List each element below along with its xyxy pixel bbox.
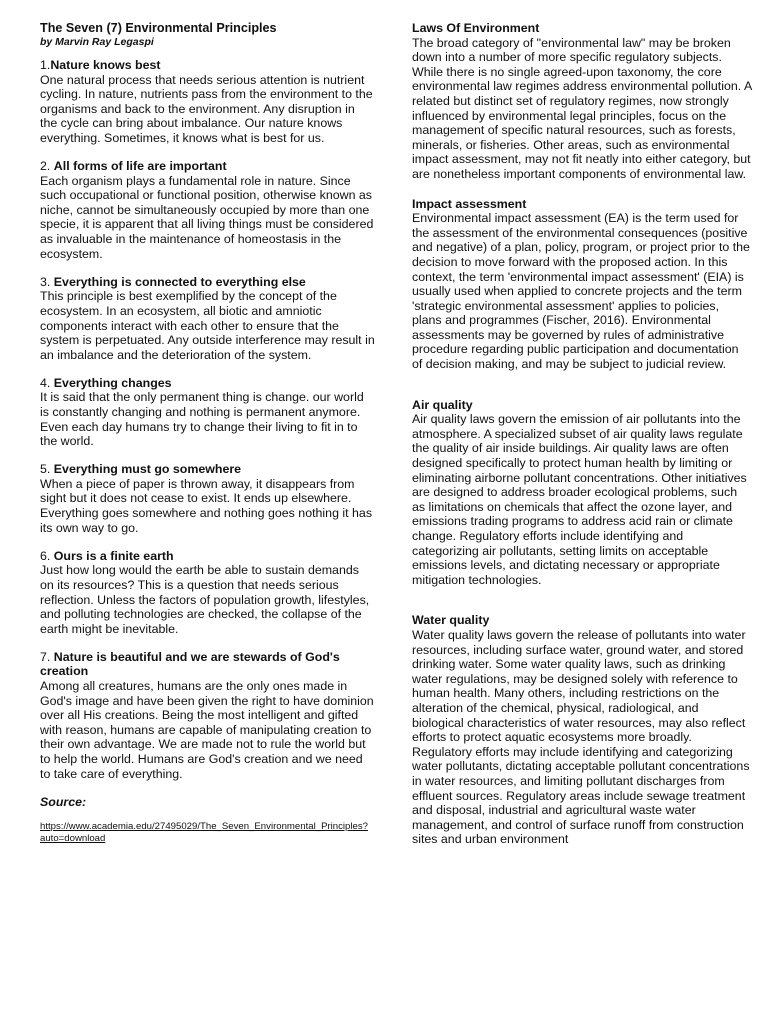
principle-title: Everything changes	[53, 375, 172, 390]
principle-heading	[40, 650, 375, 679]
section-water-quality	[412, 613, 752, 847]
principle-body: One natural process that needs serious attention is nutrient cycling. In nature, nutrients pass from the environment to the organisms and back to the environment. Any disruption in the cycle can bring about imbalance. Our nature knows everything. Sometimes, it knows what is best for us.	[40, 72, 373, 145]
section-heading: Air quality	[412, 397, 473, 412]
principle-5	[40, 462, 375, 535]
principle-3	[40, 275, 375, 363]
section-heading: Water quality	[412, 613, 490, 628]
principle-heading	[40, 462, 375, 477]
principle-number: 6.	[40, 548, 51, 563]
section-body: Environmental impact assessment (EA) is the term used for the assessment of the environmental consequences (positive and negative) of a plan, policy, program, or project prior to the decision to move forward with the proposed action. In this context, the term 'environmental impact assessment' (EIA) is usually used when applied to concrete projects and the term 'strategic environmental assessment' applies to policies, plans and programmes (Fischer, 2016). Environmental assessments may be governed by rules of administrative procedure regarding public participation and documentation of decision making, and may be subject to judicial review.	[412, 211, 750, 372]
principle-number: 4.	[40, 375, 51, 390]
principle-1	[40, 58, 375, 146]
section-body: The broad category of "environmental law" may be broken down into a number of more specific regulatory subjects. While there is no single agreed-upon taxonomy, the core environmental law regimes address environmental pollution. A related but distinct set of regulatory regimes, now strongly influenced by environmental legal principles, focus on the management of specific natural resources, such as forests, minerals, or fisheries. Other areas, such as environmental impact assessment, may not fit neatly into either category, but are nonetheless important components of environmental law.	[412, 35, 752, 181]
principle-number: 1.	[40, 58, 51, 72]
principle-heading	[40, 58, 375, 73]
principle-number: 3.	[40, 274, 51, 289]
principle-title: Nature is beautiful and we are stewards of God's creation	[40, 649, 340, 679]
principle-7	[40, 650, 375, 781]
principle-body: It is said that the only permanent thing is change. our world is constantly changing and nothing is permanent anymore. Even each day humans try to change their living to fit in to the world.	[40, 390, 364, 449]
right-column	[412, 21, 752, 862]
document-title: The Seven (7) Environmental Principles	[40, 21, 277, 35]
principle-heading	[40, 549, 375, 564]
principle-6	[40, 549, 375, 637]
section-heading: Impact assessment	[412, 196, 527, 211]
principle-heading	[40, 275, 375, 290]
source-link[interactable]: https://www.academia.edu/27495029/The_Seven_Environmental_Principles?auto=download	[40, 821, 368, 845]
source-label: Source:	[40, 794, 87, 809]
principle-body: This principle is best exemplified by the concept of the ecosystem. In an ecosystem, all biotic and amniotic components interact with each other to ensure that the system is perpetuated. Any outside interference may result in an imbalance and the deterioration of the system.	[40, 289, 375, 362]
section-body: Air quality laws govern the emission of air pollutants into the atmosphere. A specialized subset of air quality laws regulate the quality of air inside buildings. Air quality laws are often designed specifically to protect human health by limiting or eliminating airborne pollutant concentrations. Other initiatives are designed to address broader ecological problems, such as limitations on chemicals that affect the ozone layer, and emissions trading programs to address acid rain or climate change. Regulatory efforts include identifying and categorizing air pollutants, setting limits on acceptable emissions levels, and dictating necessary or appropriate mitigation technologies.	[412, 412, 747, 587]
section-air-quality	[412, 398, 752, 588]
principle-title: Ours is a finite earth	[53, 548, 174, 563]
principle-body: Just how long would the earth be able to sustain demands on its resources? This is a question that needs serious reflection. Unless the factors of population growth, lifestyles, and polluting technologies are checked, the collapse of the earth might be inevitable.	[40, 563, 370, 636]
section-laws-of-environment	[412, 21, 752, 182]
section-impact-assessment	[412, 197, 752, 372]
principle-title: Nature knows best	[50, 58, 161, 72]
principle-title: Everything must go somewhere	[53, 462, 242, 477]
principle-4	[40, 376, 375, 449]
principle-number: 7.	[40, 649, 51, 664]
principle-2	[40, 159, 375, 261]
principle-number: 5.	[40, 462, 51, 477]
principle-body: Among all creatures, humans are the only ones made in God's image and have been given the right to have dominion over all His creations. Being the most intelligent and gifted with reason, humans are capable of manipulating creation to their own advantage. We are made not to rule the world but to help the world. Humans are God's creation and we need to take care of everything.	[40, 678, 374, 781]
principle-heading	[40, 159, 375, 174]
principle-body: When a piece of paper is thrown away, it disappears from sight but it does not cease to exist. It ends up elsewhere. Everything goes somewhere and nothing goes nothing it has its own way to go.	[40, 476, 373, 535]
section-body: Water quality laws govern the release of pollutants into water resources, including surface water, ground water, and stored drinking water. Some water quality laws, such as drinking water regulations, may be designed solely with reference to human health. Many others, including restrictions on the alteration of the chemical, physical, radiological, and biological characteristics of water resources, may also reflect efforts to protect aquatic ecosystems more broadly. Regulatory efforts may include identifying and categorizing water pollutants, dictating acceptable pollutant concentrations in water resources, and limiting pollutant discharges from effluent sources. Regulatory areas include sewage treatment and disposal, industrial and agricultural waste water management, and control of surface runoff from construction sites and urban environment	[412, 627, 750, 847]
principle-title: Everything is connected to everything else	[53, 274, 306, 289]
section-heading: Laws Of Environment	[412, 21, 540, 35]
principle-heading	[40, 376, 375, 391]
document-byline: by Marvin Ray Legaspi	[40, 36, 154, 48]
principle-number: 2.	[40, 159, 51, 174]
left-column	[40, 21, 375, 845]
principle-title: All forms of life are important	[53, 159, 227, 174]
principle-body: Each organism plays a fundamental role in nature. Since such occupational or functional position, otherwise known as niche, cannot be simultaneously occupied by more than one specie, it is apparent that all living things must be considered as invaluable in the maintenance of homeostasis in the ecosystem.	[40, 173, 374, 261]
